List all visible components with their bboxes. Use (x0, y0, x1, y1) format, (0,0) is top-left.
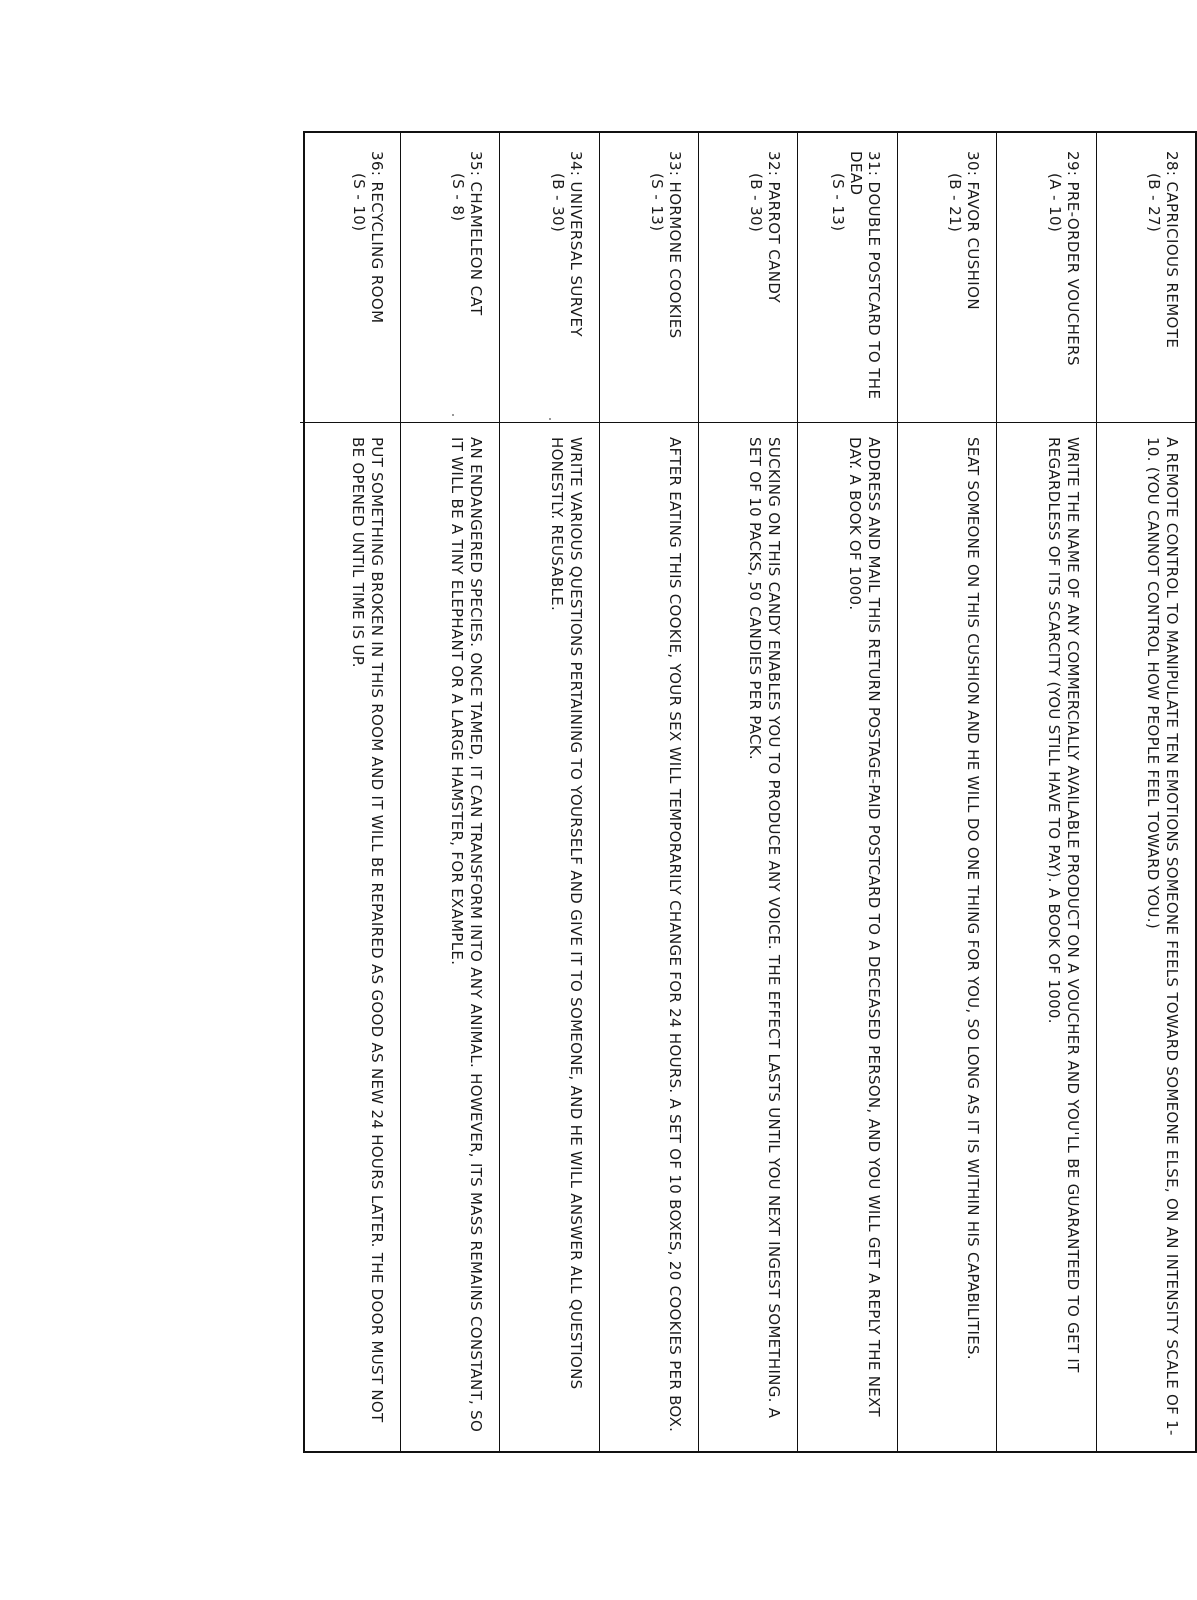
table-row (996, 133, 1095, 1451)
scan-speck (549, 418, 551, 420)
table-row (499, 133, 598, 1451)
table-row (698, 133, 797, 1451)
item-description-cell (600, 423, 698, 1451)
item-title: 29: PRE-ORDER VOUCHERS (1063, 151, 1082, 366)
item-description: SEAT SOMEONE ON THIS CUSHION AND HE WILL DO ONE THING FOR YOU, SO LONG AS IT IS WITHIN HIS CAPABILITIES. (964, 437, 983, 1360)
item-description: WRITE VARIOUS QUESTIONS PERTAINING TO YOURSELF AND GIVE IT TO SOMEONE, AND HE WILL ANSWER ALL QUESTIONS HONESTLY. REUSABLE. (547, 437, 585, 1390)
item-name-cell (1097, 133, 1195, 423)
scan-speck (452, 414, 454, 416)
item-name-cell (798, 133, 896, 423)
item-description: AFTER EATING THIS COOKIE, YOUR SEX WILL TEMPORARILY CHANGE FOR 24 HOURS. A SET OF 10 BOXES, 20 COOKIES PER BOX. (666, 437, 685, 1433)
item-title: 31: DOUBLE POSTCARD TO THE DEAD (846, 151, 883, 400)
item-name-cell (500, 133, 598, 423)
item-description-cell (1097, 423, 1195, 1451)
table-row (599, 133, 698, 1451)
item-description-cell (401, 423, 499, 1451)
item-title: 34: UNIVERSAL SURVEY (566, 151, 585, 337)
item-description-cell (300, 423, 399, 1451)
table-row (1096, 133, 1195, 1451)
item-code: (S - 10) (349, 173, 368, 232)
item-name-cell (898, 133, 996, 423)
item-description-cell (699, 423, 797, 1451)
item-code: (B - 27) (1145, 173, 1163, 233)
item-description: AN ENDANGERED SPECIES. ONCE TAMED, IT CAN TRANSFORM INTO ANY ANIMAL. HOWEVER, ITS MASS REMAINS CONSTANT, SO IT WILL BE A TINY ELEPHANT OR A LARGE HAMSTER, FOR EXAMPLE. (448, 437, 486, 1433)
item-title: 30: FAVOR CUSHION (964, 151, 983, 310)
item-title: 28: CAPRICIOUS REMOTE (1163, 151, 1181, 349)
item-description-cell (997, 423, 1095, 1451)
item-description: ADDRESS AND MAIL THIS RETURN POSTAGE-PAID POSTCARD TO A DECEASED PERSON, AND YOU WILL GET A REPLY THE NEXT DAY. A BOOK OF 1000. (845, 437, 883, 1417)
item-name-cell (997, 133, 1095, 423)
item-description: WRITE THE NAME OF ANY COMMERCIALLY AVAILABLE PRODUCT ON A VOUCHER AND YOU'LL BE GUARANTEED TO GET IT REGARDLESS OF ITS SCARCITY (YOU STILL HAVE TO PAY). A BOOK OF 1000. (1044, 437, 1082, 1373)
table-row (400, 133, 499, 1451)
item-title: 32: PARROT CANDY (765, 151, 784, 304)
item-code: (S - 13) (828, 173, 847, 232)
item-code: (B - 21) (946, 173, 965, 233)
table-row (897, 133, 996, 1451)
item-title: 35: CHAMELEON CAT (467, 151, 486, 316)
item-table (303, 131, 1197, 1453)
item-description-cell (898, 423, 996, 1451)
item-name-cell (600, 133, 698, 423)
item-description: A REMOTE CONTROL TO MANIPULATE TEN EMOTIONS SOMEONE FEELS TOWARD SOMEONE ELSE, ON AN INTENSITY SCALE OF 1-10. (YOU CANNOT CONTROL HOW PEOPLE FEEL TOWARD YOU.) (1144, 437, 1181, 1436)
item-code: (B - 30) (747, 173, 766, 233)
item-name-cell (401, 133, 499, 423)
table-row (300, 133, 399, 1451)
item-description: PUT SOMETHING BROKEN IN THIS ROOM AND IT WILL BE REPAIRED AS GOOD AS NEW 24 HOURS LATER. THE DOOR MUST NOT BE OPENED UNTIL TIME IS UP. (348, 437, 386, 1423)
item-name-cell (300, 133, 399, 423)
item-code: (A - 10) (1045, 173, 1064, 233)
item-title: 36: RECYCLING ROOM (367, 151, 386, 324)
item-title: 33: HORMONE COOKIES (666, 151, 685, 339)
item-name-cell (699, 133, 797, 423)
item-code: (B - 30) (548, 173, 567, 233)
item-code: (S - 8) (449, 173, 468, 222)
table-row (797, 133, 896, 1451)
item-description: SUCKING ON THIS CANDY ENABLES YOU TO PRODUCE ANY VOICE. THE EFFECT LASTS UNTIL YOU NEXT INGEST SOMETHING. A SET OF 10 PACKS, 50 CANDIES PER PACK. (746, 437, 784, 1419)
item-description-cell (500, 423, 598, 1451)
item-description-cell (798, 423, 896, 1451)
item-code: (S - 13) (648, 173, 667, 232)
